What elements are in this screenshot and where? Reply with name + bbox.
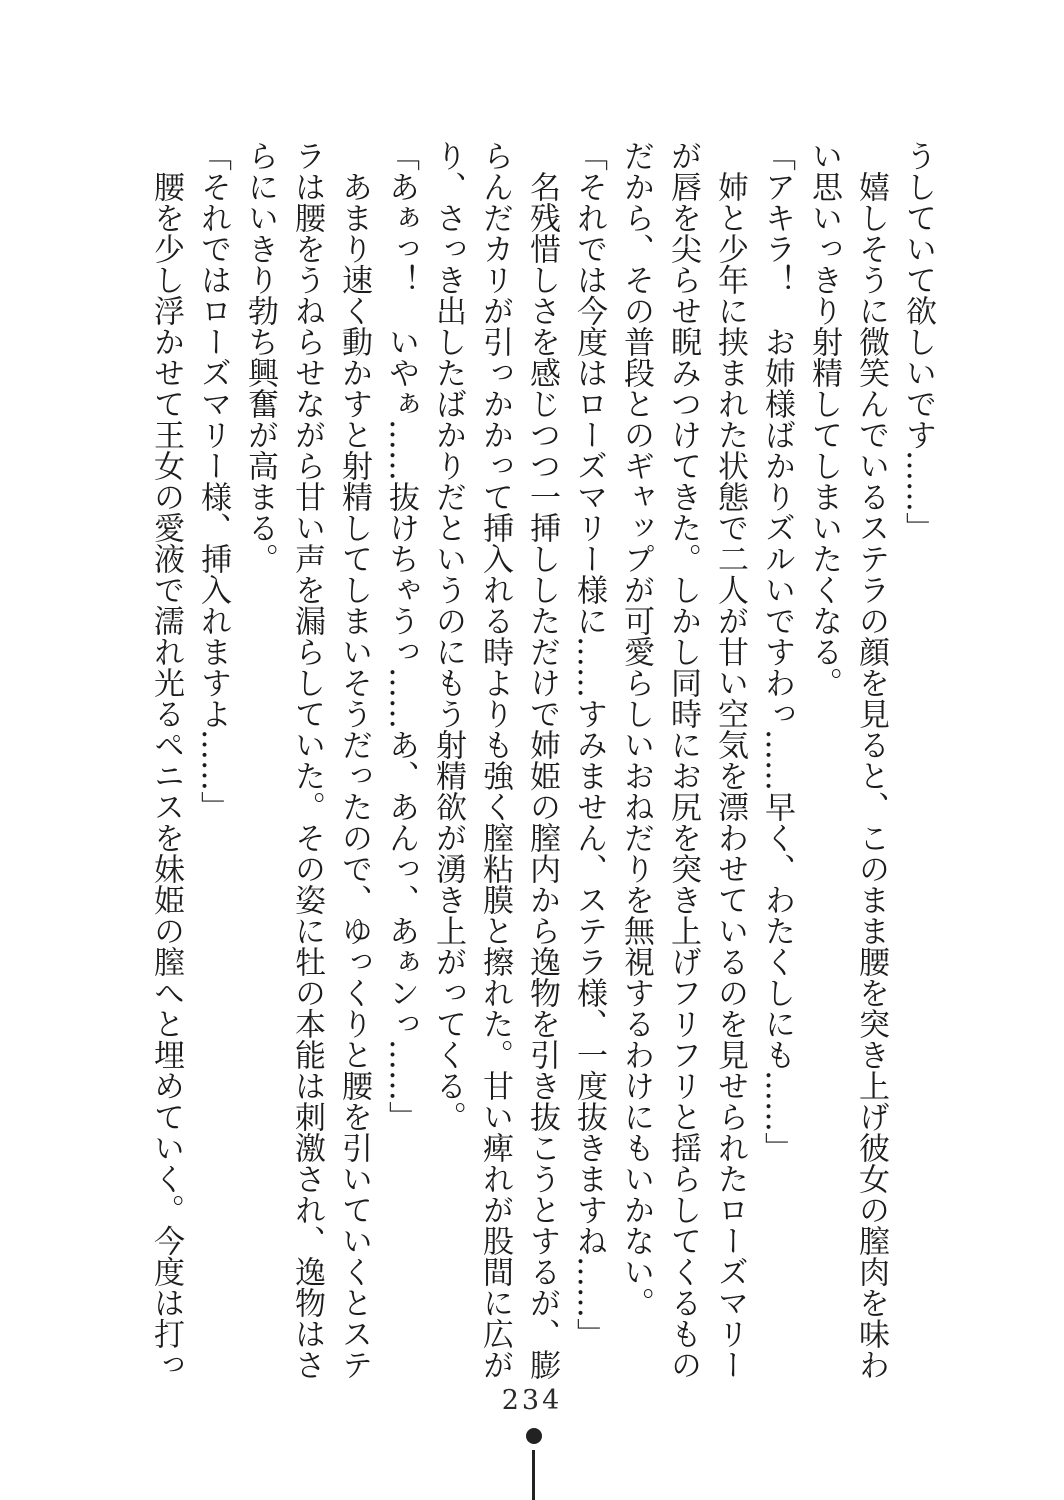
registration-dot [526, 1428, 542, 1444]
paragraph: 姉と少年に挟まれた状態で二人が甘い空気を漂わせているのを見せられたローズマリーが唇を尖らせ睨みつけてきた。しかし同時にお尻を突き上げフリフリと揺らしてくるものだから、その普段とのギャップが可愛らしいおねだりを無視するわけにもいかない。 [618, 140, 748, 1380]
paragraph: 腰を少し浮かせて王女の愛液で濡れ光るペニスを妹姫の膣へと埋めていく。今度は打っ [148, 171, 184, 1380]
vertical-text-block [139, 140, 941, 1380]
paragraph: 嬉しそうに微笑んでいるステラの顔を見ると、このまま腰を突き上げ彼女の膣肉を味わい思いっきり射精してしまいたくなる。 [806, 140, 889, 1380]
page-number: 234 [501, 1385, 563, 1416]
paragraph: 「アキラ！ お姉様ばかりズルいですわっ……早く、わたくしにも……」 [759, 140, 795, 1163]
paragraph: 「あぁっ！ いやぁ……抜けちゃうっ……あ、あんっ、あぁンっ……」 [383, 140, 419, 1132]
paragraph: 「それでは今度はローズマリー様に……すみません、ステラ様、一度抜きますね……」 [571, 140, 607, 1349]
paragraph: 「それではローズマリー様、挿入れますよ……」 [195, 140, 231, 822]
paragraph: うしていて欲しいです……」 [900, 140, 936, 543]
paragraph: 名残惜しさを感じつつ一挿ししただけで姉姫の膣内から逸物を引き抜こうとするが、膨らんだカリが引っかかって挿入れる時よりも強く膣粘膜と擦れた。甘い痺れが股間に広がり、さっき出したばかりだというのにもう射精欲が湧き上がってくる。 [430, 140, 560, 1380]
paragraph: あまり速く動かすと射精してしまいそうだったので、ゆっくりと腰を引いていくとステラは腰をうねらせながら甘い声を漏らしていた。その姿に牡の本能は刺激され、逸物はさらにいきり勃ち興奮が高まる。 [242, 140, 372, 1380]
registration-line [532, 1450, 535, 1500]
